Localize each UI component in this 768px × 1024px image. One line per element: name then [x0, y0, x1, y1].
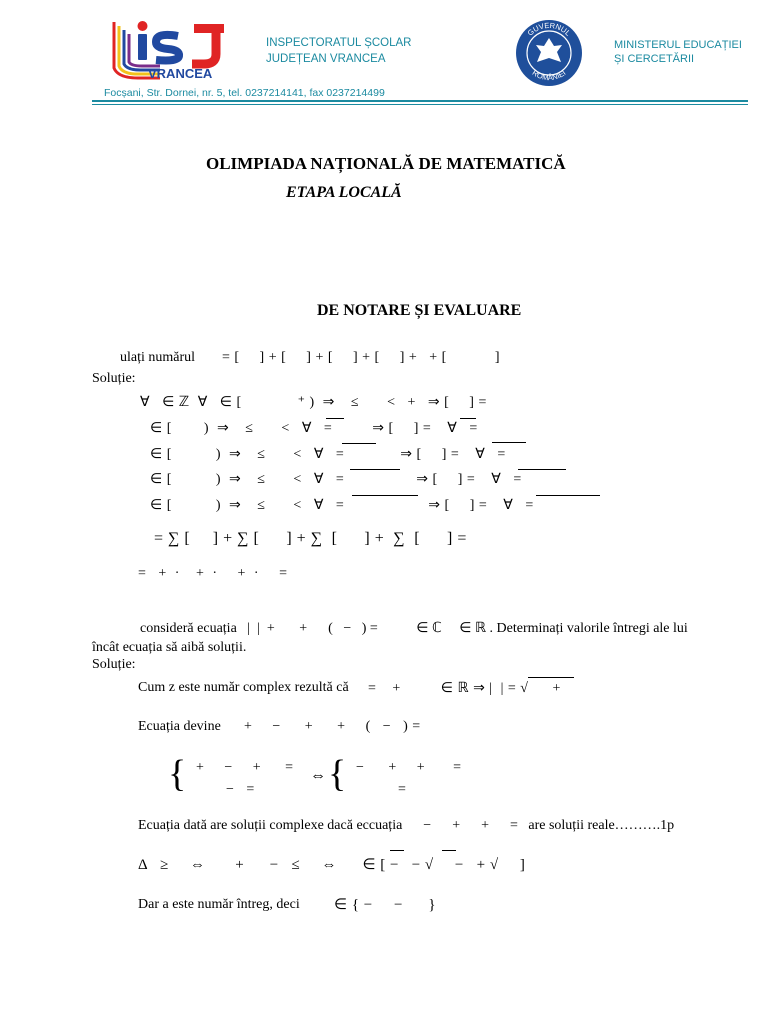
problem1-line-4: ∈ [ ) ⇒ ≤ < ∀ = ⇒ [ ] = ∀ =: [150, 472, 522, 487]
problem2-line4-math: Δ ≥ ⇔ + − ≤ ⇔ ∈ [ − − √ − + √ ]: [138, 857, 526, 873]
header-divider-bottom: [92, 104, 748, 105]
seal-top-text: GUVERNUL: [525, 20, 573, 38]
overbar: [352, 495, 418, 496]
problem1-sum-line: = ∑ [ ] + ∑ [ ] + ∑ [ ] + ∑ [ ] =: [154, 530, 467, 547]
equivalence-symbol: ⇔: [310, 767, 327, 784]
overbar: [390, 850, 404, 851]
overbar: [442, 850, 456, 851]
problem1-line-2: ∈ [ ) ⇒ ≤ < ∀ = ⇒ [ ] = ∀ =: [150, 421, 478, 436]
problem2-statement: consideră ecuația | | + + ( − ) = ∈ ℂ ∈ ℝ . Determinați valorile întregi ale lui: [140, 621, 688, 636]
section-title: DE NOTARE ȘI EVALUARE: [317, 302, 522, 319]
problem2-line2-text: Ecuația devine: [138, 719, 221, 734]
problem2-line1-math: = + ∈ ℝ ⇒ | | = √ +: [368, 681, 561, 696]
problem1-line-3: ∈ [ ) ⇒ ≤ < ∀ = ⇒ [ ] = ∀ =: [150, 447, 506, 462]
overbar: [342, 443, 376, 444]
header-divider-top: [92, 100, 748, 102]
problem2-line5-text: Dar a este număr întreg, deci: [138, 897, 300, 912]
logo-text: VRANCEA: [148, 66, 213, 81]
ministry-line2: ȘI CERCETĂRII: [614, 53, 695, 65]
problem1-statement-math: = [ ] + [ ] + [ ] + [ ] + + [ ]: [222, 350, 500, 365]
inspectorate-line2: JUDEȚEAN VRANCEA: [266, 53, 386, 65]
ministry-line1: MINISTERUL EDUCAȚIEI: [614, 39, 742, 51]
problem2-statement-cont: încât ecuația să aibă soluții.: [92, 640, 247, 655]
system-right-eq1: − + + =: [356, 760, 462, 775]
address-line: Focșani, Str. Dornei, nr. 5, tel. 0237214141, fax 0237214499: [104, 87, 385, 99]
system-left-eq1: + − + =: [196, 760, 294, 775]
problem2-line1-text: Cum z este număr complex rezultă că: [138, 680, 349, 695]
problem2-line5-math: ∈ { − − }: [334, 897, 437, 913]
problem2-line3-text: Ecuația dată are soluții complexe dacă eccuația − + + = are soluții reale……….1p: [138, 818, 675, 833]
problem1-statement: ulați numărul: [120, 350, 196, 365]
isj-logo: [108, 16, 240, 84]
system-right-eq2: =: [398, 782, 407, 797]
document-subtitle: ETAPA LOCALĂ: [286, 184, 402, 201]
problem2-solution-label: Soluție:: [92, 657, 136, 672]
overbar: [460, 418, 476, 419]
government-seal-graphic: [514, 18, 584, 88]
system-left-eq2: − =: [226, 782, 255, 797]
document-title: OLIMPIADA NAȚIONALĂ DE MATEMATICĂ: [206, 154, 566, 173]
overbar: [492, 442, 526, 443]
overbar: [350, 469, 400, 470]
problem1-line-5: ∈ [ ) ⇒ ≤ < ∀ = ⇒ [ ] = ∀ =: [150, 498, 534, 513]
inspectorate-line1: INSPECTORATUL ȘCOLAR: [266, 37, 412, 49]
problem1-line-1: ∀ ∈ ℤ ∀ ∈ [ ⁺ ) ⇒ ≤ < + ⇒ [ ] =: [140, 395, 487, 410]
problem2-line2-math: + − + + ( − ) =: [244, 719, 421, 734]
overbar: [528, 677, 574, 678]
seal-bottom-text: ROMÂNIEI: [530, 68, 568, 83]
overbar: [536, 495, 600, 496]
overbar: [518, 469, 566, 470]
right-system-brace: {: [328, 753, 347, 795]
problem1-solution-label: Soluție:: [92, 371, 136, 386]
left-system-brace: {: [168, 753, 187, 795]
government-seal: [514, 18, 584, 88]
overbar: [326, 418, 344, 419]
problem1-final-line: = + · + · + · =: [138, 566, 288, 581]
